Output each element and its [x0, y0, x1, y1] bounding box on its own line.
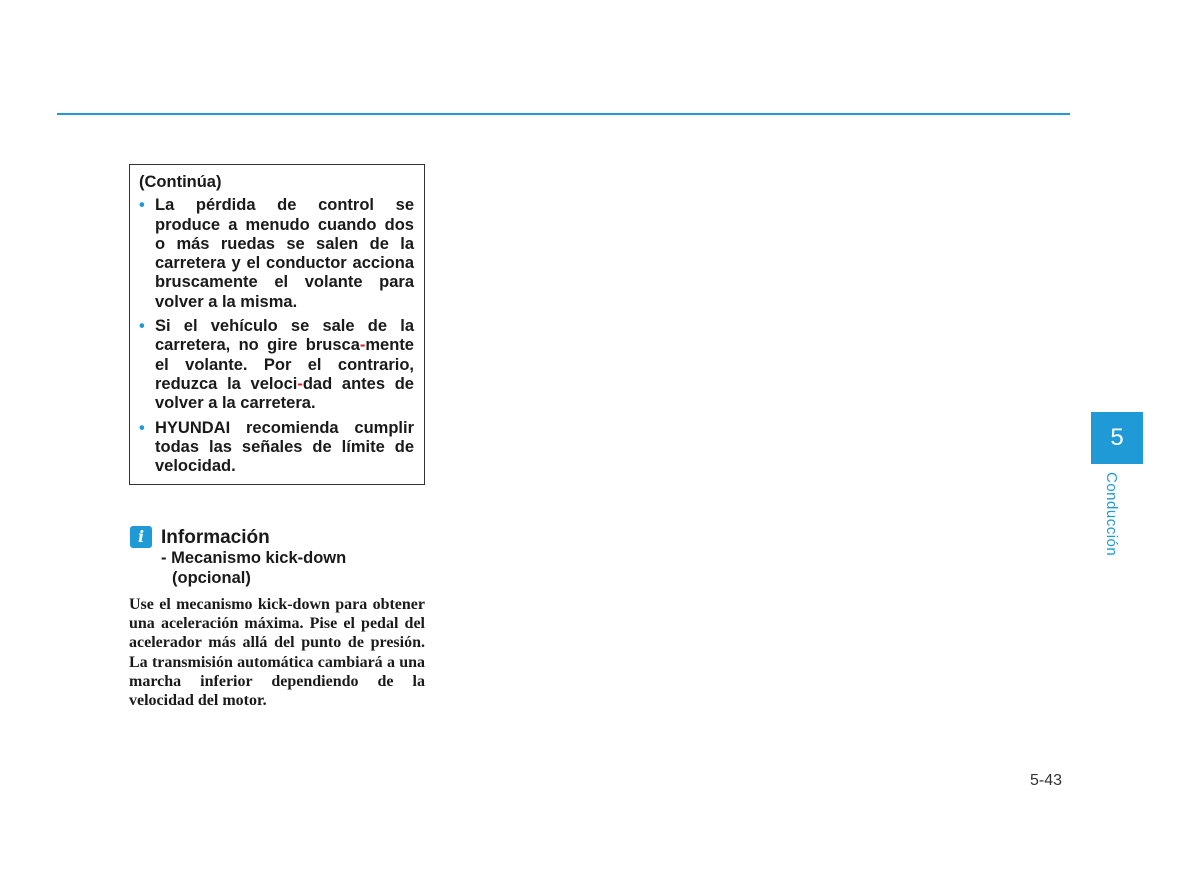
info-icon: i: [130, 526, 152, 548]
bullet-dot: •: [139, 317, 145, 336]
warning-bullet-2: [139, 317, 414, 413]
info-subtitle-line-1: - Mecanismo kick-down: [161, 549, 347, 567]
warning-bullet-3: [139, 419, 414, 477]
header-rule: [57, 113, 1070, 115]
bullet-text-part: Si el vehículo se sale de la carretera, no gire brusca: [155, 317, 414, 355]
bullet-text-part: mente el volante. Por el contrario, reduzca la veloci: [155, 336, 414, 393]
bullet-text: La pérdida de control se produce a menudo cuando dos o más ruedas se salen de la carretera y el conductor acciona bruscamente el volante para volver a la misma.: [155, 196, 414, 311]
hyphen-mark: -: [297, 374, 303, 393]
info-subtitle: [161, 549, 421, 588]
warning-heading: (Continúa): [139, 173, 222, 191]
bullet-dot: •: [139, 196, 145, 215]
bullet-dot: •: [139, 418, 145, 437]
bullet-text: HYUNDAI recomienda cumplir todas las señales de límite de velocidad.: [155, 418, 414, 476]
page-number: 5-43: [1030, 772, 1063, 789]
chapter-tab: 5: [1091, 412, 1143, 464]
hyphen-mark: -: [359, 336, 366, 355]
bullet-text-part: dad antes de volver a la carretera.: [155, 374, 414, 413]
chapter-label: Conducción: [1103, 472, 1120, 557]
info-subtitle-line-2: (opcional): [172, 568, 251, 587]
info-title: Información: [161, 527, 270, 548]
info-body: Use el mecanismo kick-down para obtener una aceleración máxima. Pise el pedal del acelerador más allá del punto de presión. La transmisión automática cambiará a una marcha inferior dependiendo de la velocidad del motor.: [129, 596, 425, 710]
warning-bullet-1: [139, 196, 414, 312]
warning-box: [129, 164, 425, 485]
